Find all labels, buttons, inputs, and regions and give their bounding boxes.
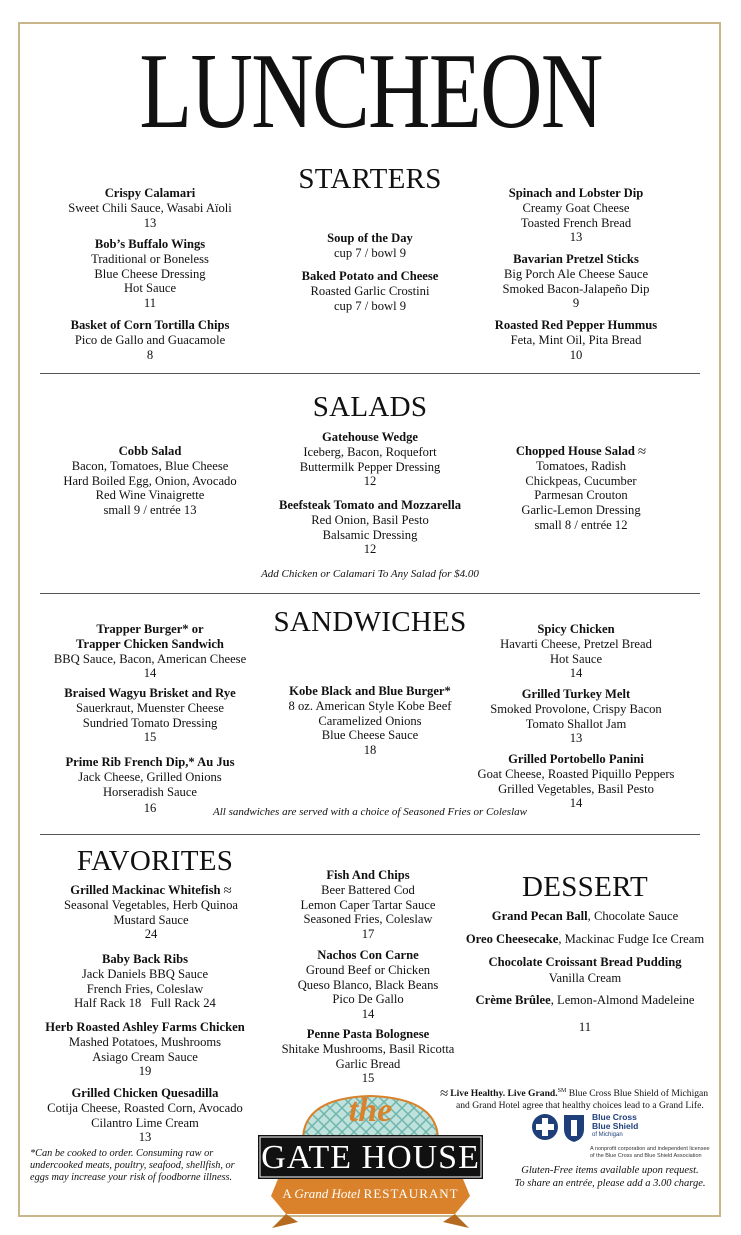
wave-icon: ≈ [440, 1085, 449, 1102]
sandwich-note: All sandwiches are served with a choice of Seasoned Fries or Coleslaw [213, 806, 527, 818]
divider [40, 834, 700, 835]
menu-item-whitefish: Grilled Mackinac Whitefish ≈ Seasonal Vegetables, Herb Quinoa Mustard Sauce 24 [64, 883, 238, 942]
menu-item-chicken: Herb Roasted Ashley Farms Chicken Mashed Potatoes, Mushrooms Asiago Cream Sauce 19 [45, 1020, 245, 1079]
dessert-item: Grand Pecan Ball, Chocolate Sauce [491, 909, 679, 923]
menu-item-trapper-burger: Trapper Burger* or Trapper Chicken Sandwich BBQ Sauce, Bacon, American Cheese 14 [53, 622, 247, 681]
policy-notes: Gluten-Free items available upon request. To share an entrée, please add a 3.00 charge. [514, 1165, 706, 1189]
menu-item-ribs: Baby Back Ribs Jack Daniels BBQ Sauce French Fries, Coleslaw Half Rack 18 Full Rack 24 [74, 952, 216, 1011]
bcbs-logo [530, 1111, 710, 1151]
menu-item-fish-chips: Fish And Chips Beer Battered Cod Lemon Caper Tartar Sauce Seasoned Fries, Coleslaw 17 [300, 868, 436, 942]
menu-item-wedge: Gatehouse Wedge Iceberg, Bacon, Roquefort Buttermilk Pepper Dressing 12 [299, 430, 441, 489]
bcbs-logo-text: Blue Cross Blue Shield of Michigan [592, 1112, 639, 1138]
section-sandwiches-heading: SANDWICHES [273, 606, 467, 638]
menu-item-soup: Soup of the Day cup 7 / bowl 9 [327, 231, 413, 260]
wave-icon: ≈ [637, 444, 647, 461]
bcbs-cross-shield-icon [530, 1111, 590, 1143]
menu-item-nachos: Nachos Con Carne Ground Beef or Chicken Queso Blanco, Black Beans Pico De Gallo 14 [297, 948, 439, 1022]
menu-item-panini: Grilled Portobello Panini Goat Cheese, Roasted Piquillo Peppers Grilled Vegetables, Basil Pesto 14 [477, 752, 675, 811]
divider [40, 593, 700, 594]
dessert-item: Chocolate Croissant Bread Pudding [488, 955, 682, 969]
menu-item-potato: Baked Potato and Cheese Roasted Garlic Crostini cup 7 / bowl 9 [301, 269, 439, 313]
menu-item-kobe: Kobe Black and Blue Burger* 8 oz. American Style Kobe Beef Caramelized Onions Blue Cheese Sauce 18 [288, 684, 452, 758]
section-starters-heading: STARTERS [298, 163, 442, 195]
section-favorites-heading: FAVORITES [76, 845, 234, 877]
logo-gate-house: GATE HOUSE [261, 1139, 480, 1176]
food-safety-warning: *Can be cooked to order. Consuming raw or undercooked meats, poultry, seafood, shellfish, or eggs may increase your risk of foodborne illness. [30, 1148, 235, 1183]
bcbs-fine-print: A nonprofit corporation and independent licensee of the Blue Cross and Blue Shield Association [590, 1146, 710, 1159]
menu-item-spicy-chicken: Spicy Chicken Havarti Cheese, Pretzel Bread Hot Sauce 14 [500, 622, 652, 681]
menu-item-beefsteak: Beefsteak Tomato and Mozzarella Red Onion, Basil Pesto Balsamic Dressing 12 [278, 498, 461, 557]
bcbs-message: ≈ Live Healthy. Live Grand.℠ Blue Cross Blue Shield of Michigan and Grand Hotel agree that healthy choices lead to a Grand Life. [440, 1085, 709, 1112]
dessert-sub: Vanilla Cream [548, 971, 622, 985]
page-title: LUNCHEON [139, 32, 602, 151]
salad-note: Add Chicken or Calamari To Any Salad for $4.00 [261, 568, 479, 580]
menu-item-pretzel: Bavarian Pretzel Sticks Big Porch Ale Cheese Sauce Smoked Bacon-Jalapeño Dip 9 [502, 252, 650, 311]
gate-house-logo [258, 1085, 483, 1230]
section-dessert-heading: DESSERT [521, 871, 649, 903]
logo-subtitle: A Grand Hotel RESTAURANT [282, 1186, 459, 1201]
wave-icon: ≈ [223, 883, 232, 900]
menu-item-hummus: Roasted Red Pepper Hummus Feta, Mint Oil, Pita Bread 10 [494, 318, 658, 362]
dessert-price: 11 [578, 1020, 592, 1034]
menu-item-chips: Basket of Corn Tortilla Chips Pico de Gallo and Guacamole 8 [70, 318, 230, 362]
menu-item-prime-rib: Prime Rib French Dip,* Au Jus Jack Cheese, Grilled Onions Horseradish Sauce 16 [65, 755, 235, 816]
menu-item-calamari: Crispy Calamari Sweet Chili Sauce, Wasabi Aïoli 13 [68, 186, 232, 230]
menu-item-cobb: Cobb Salad Bacon, Tomatoes, Blue Cheese Hard Boiled Egg, Onion, Avocado Red Wine Vinaigrette small 9 / entrée 13 [63, 444, 237, 518]
menu-item-quesadilla: Grilled Chicken Quesadilla Cotija Cheese, Roasted Corn, Avocado Cilantro Lime Cream 13 [47, 1086, 243, 1145]
menu-item-pasta: Penne Pasta Bolognese Shitake Mushrooms, Basil Ricotta Garlic Bread 15 [281, 1027, 455, 1086]
menu-item-chopped: Chopped House Salad ≈ Tomatoes, Radish Chickpeas, Cucumber Parmesan Crouton Garlic-Lemon Dressing small 8 / entrée 12 [515, 444, 647, 532]
menu-item-wings: Bob’s Buffalo Wings Traditional or Boneless Blue Cheese Dressing Hot Sauce 11 [91, 237, 209, 311]
section-salads-heading: SALADS [312, 391, 428, 423]
menu-item-dip: Spinach and Lobster Dip Creamy Goat Cheese Toasted French Bread 13 [508, 186, 644, 245]
dessert-item: Oreo Cheesecake, Mackinac Fudge Ice Cream [465, 932, 705, 946]
logo-the: the [348, 1092, 393, 1129]
dessert-item: Crème Brûlee, Lemon-Almond Madeleine [475, 993, 695, 1007]
menu-item-brisket: Braised Wagyu Brisket and Rye Sauerkraut, Muenster Cheese Sundried Tomato Dressing 15 [64, 686, 236, 745]
divider [40, 373, 700, 374]
menu-item-turkey-melt: Grilled Turkey Melt Smoked Provolone, Crispy Bacon Tomato Shallot Jam 13 [490, 687, 662, 746]
